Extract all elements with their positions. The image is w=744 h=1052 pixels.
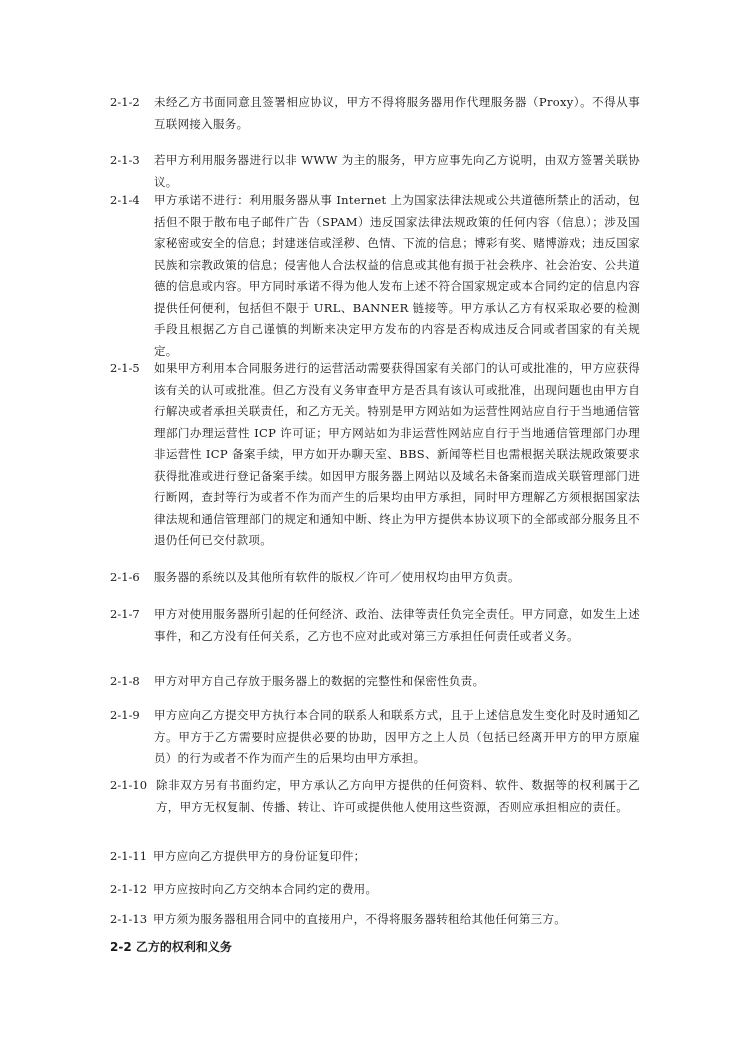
- clause-text: 甲方对使用服务器所引起的任何经济、政治、法律等责任负完全责任。甲方同意，如发生上述事件，和乙方没有任何关系，乙方也不应对此或对第三方承担任何责任或者义务。: [154, 607, 640, 643]
- clause-2-1-5: [110, 358, 640, 552]
- clause-number: 2-1-11: [110, 849, 148, 863]
- clause-number: 2-1-13: [110, 912, 148, 926]
- clause-text: 服务器的系统以及其他所有软件的版权／许可／使用权均由甲方负责。: [154, 570, 520, 584]
- clause-2-1-9: [110, 705, 640, 770]
- clause-2-1-8: [110, 671, 640, 693]
- clause-number: 2-1-6: [110, 570, 140, 584]
- clause-number: 2-1-9: [110, 708, 140, 722]
- clause-text: 甲方应按时向乙方交纳本合同约定的费用。: [153, 882, 378, 896]
- clause-text: 甲方应向乙方提供甲方的身份证复印件；: [153, 849, 366, 863]
- clause-text: 甲方须为服务器租用合同中的直接用户，不得将服务器转租给其他任何第三方。: [153, 912, 567, 926]
- clause-text: 甲方应向乙方提交甲方执行本合同的联系人和联系方式，且于上述信息发生变化时及时通知乙方。甲方于乙方需要时应提供必要的协助，因甲方之上人员（包括已经离开甲方的甲方原雇员）的行为或者不作为而产生的后果均由甲方承担。: [154, 708, 640, 765]
- clause-number: 2-1-7: [110, 607, 140, 621]
- clause-text: 未经乙方书面同意且签署相应协议，甲方不得将服务器用作代理服务器（Proxy）。不得从事互联网接入服务。: [154, 95, 640, 131]
- clause-text: 如果甲方利用本合同服务进行的运营活动需要获得国家有关部门的认可或批准的，甲方应获得该有关的认可或批准。但乙方没有义务审查甲方是否具有该认可或批准，出现问题也由甲方自行解决或者承担关联责任，和乙方无关。特别是甲方网站如为运营性网站应自行于当地通信管理部门办理运营性 ICP 许可证；甲方网站如为非运营性网站应自行于当地通信管理部门办理非运营性 ICP 备案手续，甲方如开办聊天室、BBS、新闻等栏目也需根据关联法规政策要求获得批准或进行登记备案手续。如因甲方服务器上网站以及域名未备案而造成关联管理部门进行断网，查封等行为或者不作为而产生的后果均由甲方承担，同时甲方理解乙方须根据国家法律法规和通信管理部门的规定和通知中断、终止为甲方提供本协议项下的全部或部分服务且不退仍任何已交付款项。: [154, 361, 640, 547]
- clause-number: 2-1-8: [110, 674, 140, 688]
- clause-2-1-12: [110, 879, 640, 901]
- clause-number: 2-1-2: [110, 95, 140, 109]
- clause-number: 2-1-3: [110, 153, 140, 167]
- clause-2-1-2: [110, 92, 640, 135]
- clause-text: 若甲方利用服务器进行以非 WWW 为主的服务，甲方应事先向乙方说明，由双方签署关联协议。: [154, 153, 640, 189]
- clause-2-1-10: [110, 775, 640, 818]
- clause-number: 2-1-5: [110, 361, 140, 375]
- clause-number: 2-1-10: [110, 778, 148, 792]
- clause-2-1-6: [110, 567, 640, 589]
- section-heading: 2-2 乙方的权利和义务: [110, 940, 232, 954]
- clause-text: 除非双方另有书面约定，甲方承认乙方向甲方提供的任何资料、软件、数据等的权利属于乙方，甲方无权复制、传播、转让、许可或提供他人使用这些资源，否则应承担相应的责任。: [156, 778, 640, 814]
- clause-2-1-4: [110, 190, 640, 362]
- clause-number: 2-1-12: [110, 882, 148, 896]
- clause-2-1-3: [110, 150, 640, 193]
- clause-text: 甲方承诺不进行：利用服务器从事 Internet 上为国家法律法规或公共道德所禁止的活动，包括但不限于散布电子邮件广告（SPAM）违反国家法律法规政策的任何内容（信息）；涉及国家秘密或安全的信息；封建迷信或淫秽、色情、下流的信息；博彩有奖、赌博游戏；违反国家民族和宗教政策的信息；侵害他人合法权益的信息或其他有损于社会秩序、社会治安、公共道德的信息或内容。甲方同时承诺不得为他人发布上述不符合国家规定或本合同约定的信息内容提供任何便利，包括但不限于 URL、BANNER 链接等。甲方承认乙方有权采取必要的检测手段且根据乙方自己谨慎的判断来决定甲方发布的内容是否构成违反合同或者国家的有关规定。: [154, 193, 640, 358]
- clause-text: 甲方对甲方自己存放于服务器上的数据的完整性和保密性负责。: [154, 674, 485, 688]
- clause-number: 2-1-4: [110, 193, 140, 207]
- clause-2-1-11: [110, 846, 640, 868]
- clause-2-1-7: [110, 604, 640, 647]
- clause-2-1-13: [110, 909, 640, 931]
